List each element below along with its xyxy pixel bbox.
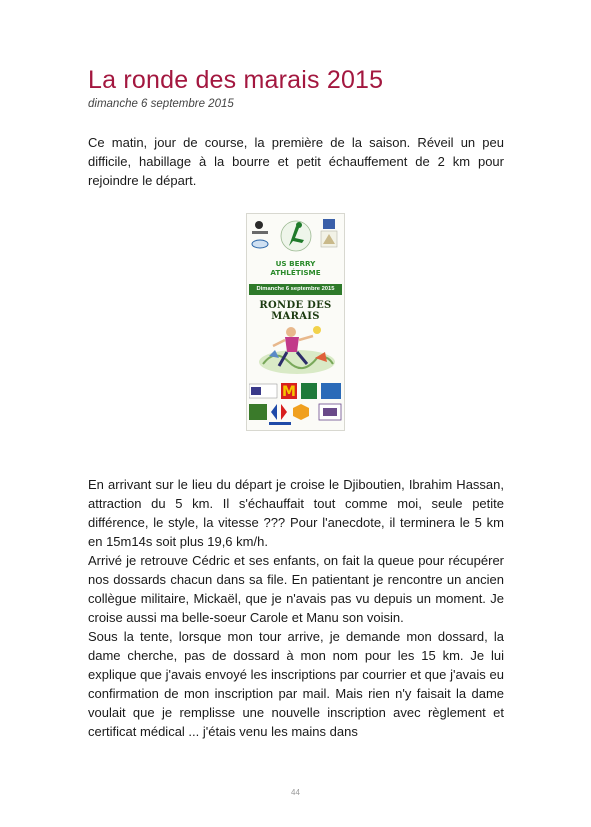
body-paragraph-3: Sous la tente, lorsque mon tour arrive, je demande mon dossard, la dame cherche, pas de dossard à mon nom pour les 15 km. Je lui explique que j'avais envoyé les inscriptions par courrier et que j'avais eu confirmation de mon inscription par mail. Mais rien n'y faisait la dame voulait que je remplisse une nouvelle inscription avec règlement et certificat médical ... j'étais venu les mains dans — [88, 629, 504, 739]
svg-text:M: M — [282, 384, 296, 400]
poster-sponsor-logos — [249, 382, 342, 428]
paragraph-intro: Ce matin, jour de course, la première de la saison. Réveil un peu difficile, habillage à la bourre et petit échauffement de 2 km pour rejoindre le départ. — [88, 135, 504, 188]
race-poster-image — [246, 213, 345, 431]
poster-top-logos — [249, 216, 342, 256]
poster-club-subtitle: ATHLÉTISME — [270, 268, 321, 277]
paragraph-body — [88, 475, 504, 741]
body-paragraph-1: En arrivant sur le lieu du départ je croise le Djiboutien, Ibrahim Hassan, attraction du 5 km. Il s'échauffait tout comme moi, seule petite différence, le style, la vitesse ??? Pour l'anecdote, il terminera le 5 km en 15m14s soit plus 19,6 km/h. — [88, 477, 504, 549]
body-paragraph-2: Arrivé je retrouve Cédric et ses enfants, on fait la queue pour récupérer nos dossards chacun dans sa file. En patientant je rencontre un ancien collègue militaire, Mickaël, que je n'avais pas vu depuis un moment. Je croise aussi ma belle-soeur Carole et Manu son voisin. — [88, 553, 504, 625]
page-number: 44 — [291, 788, 300, 797]
article-date: dimanche 6 septembre 2015 — [88, 98, 234, 110]
poster-date-banner: Dimanche 6 septembre 2015 — [249, 284, 342, 295]
poster-club-name: US BERRY — [275, 259, 316, 268]
poster-illustration — [255, 318, 336, 378]
poster-race-name: RONDE DES MARAIS — [259, 300, 332, 322]
page-title: La ronde des marais 2015 — [88, 66, 384, 94]
